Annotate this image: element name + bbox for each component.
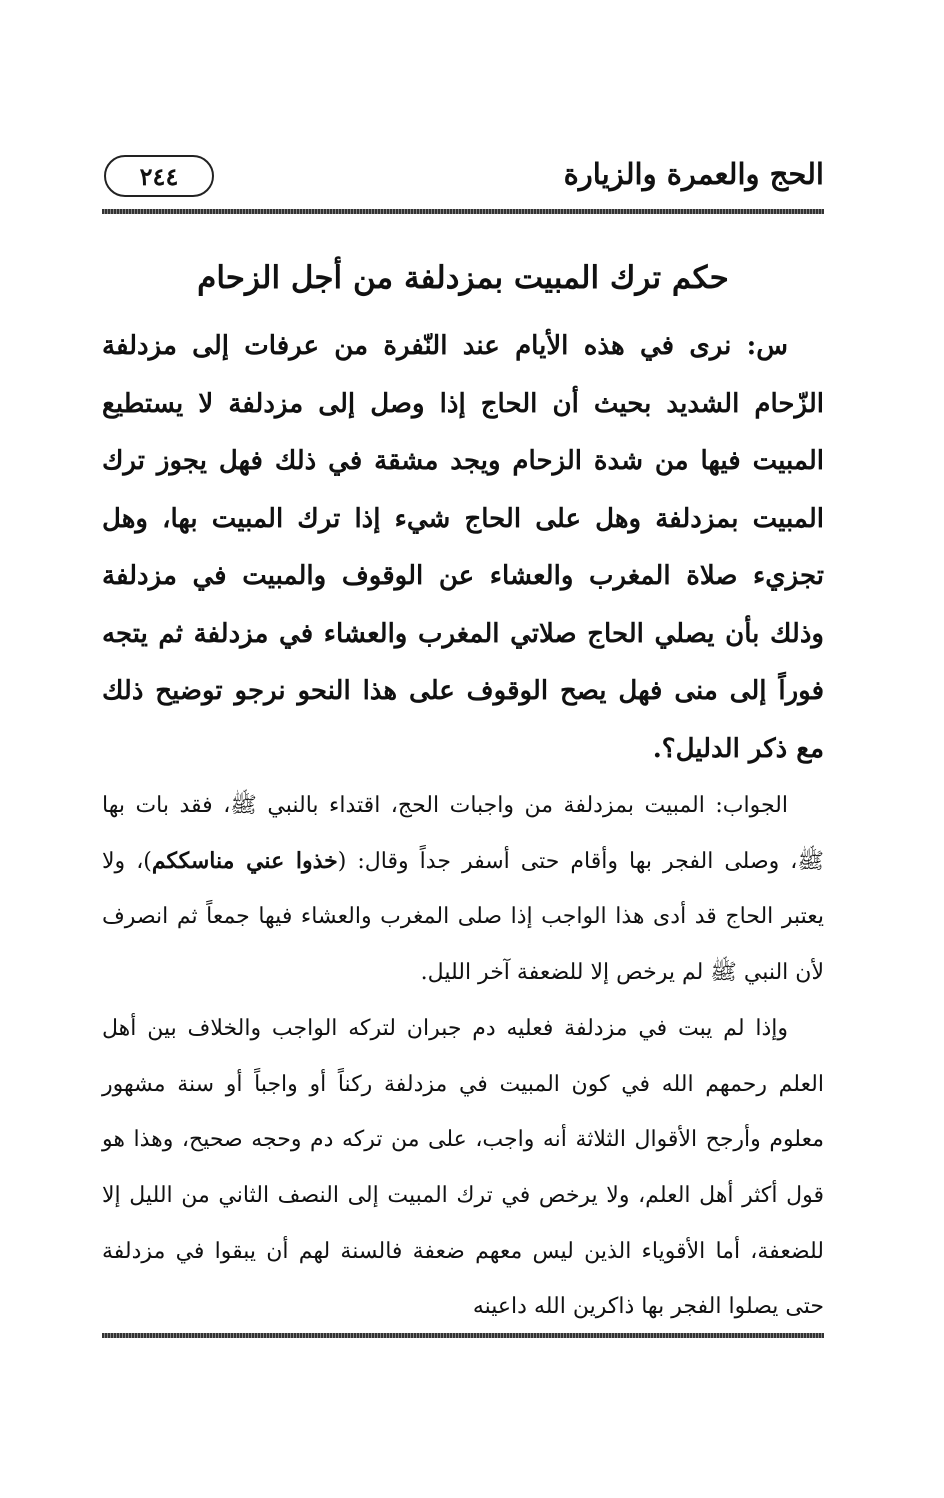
footer-rule (102, 1333, 824, 1338)
answer-text: )، ولا يعتبر الحاج قد أدى هذا الواجب إذا صلى المغرب والعشاء فيها جمعاً ثم انصرف لأن النبي ﷺ لم يرخص إلا للضعفة آخر الليل. (102, 848, 824, 986)
page-number: ٢٤٤ (139, 161, 179, 191)
hadith-quote: خذوا عني مناسككم (151, 847, 338, 874)
page-body (102, 238, 824, 1335)
answer-paragraph-1 (102, 778, 824, 1001)
section-title: حكم ترك المبيت بمزدلفة من أجل الزحام (197, 260, 729, 296)
answer-paragraph-2: وإذا لم يبت في مزدلفة فعليه دم جبران لتركه الواجب والخلاف بين أهل العلم رحمهم الله في كون المبيت في مزدلفة ركناً أو واجباً أو سنة مشهور معلوم وأرجح الأقوال الثلاثة أنه واجب، على من تركه دم وحجه صحيح، وهذا هو قول أكثر أهل العلم، ولا يرخص في ترك المبيت إلى النصف الثاني من الليل إلا للضعفة، أما الأقوياء الذين ليس معهم ضعفة فالسنة لهم أن يبقوا في مزدلفة حتى يصلوا الفجر بها ذاكرين الله داعينه (102, 1015, 824, 1320)
page-header (102, 155, 824, 207)
running-title: الحج والعمرة والزيارة (563, 157, 824, 191)
page-number-badge (104, 155, 214, 197)
header-rule (102, 209, 824, 214)
question-paragraph: س: نرى في هذه الأيام عند النّفرة من عرفات إلى مزدلفة الزّحام الشديد بحيث أن الحاج إذا وصل إلى مزدلفة لا يستطيع المبيت فيها من شدة الزحام ويجد مشقة في ذلك فهل يجوز ترك المبيت بمزدلفة وهل على الحاج شيء إذا ترك المبيت بها، وهل تجزيء صلاة المغرب والعشاء عن الوقوف والمبيت في مزدلفة وذلك بأن يصلي الحاج صلاتي المغرب والعشاء في مزدلفة ثم يتجه فوراً إلى منى فهل يصح الوقوف على هذا النحو نرجو توضيح ذلك مع ذكر الدليل؟. (102, 331, 824, 764)
answer-text: الجواب: المبيت بمزدلفة من واجبات الحج، اقتداء بالنبي ﷺ، فقد بات بها ﷺ، وصلى الفجر بها وأقام حتى أسفر جداً وقال: ( (102, 793, 824, 874)
